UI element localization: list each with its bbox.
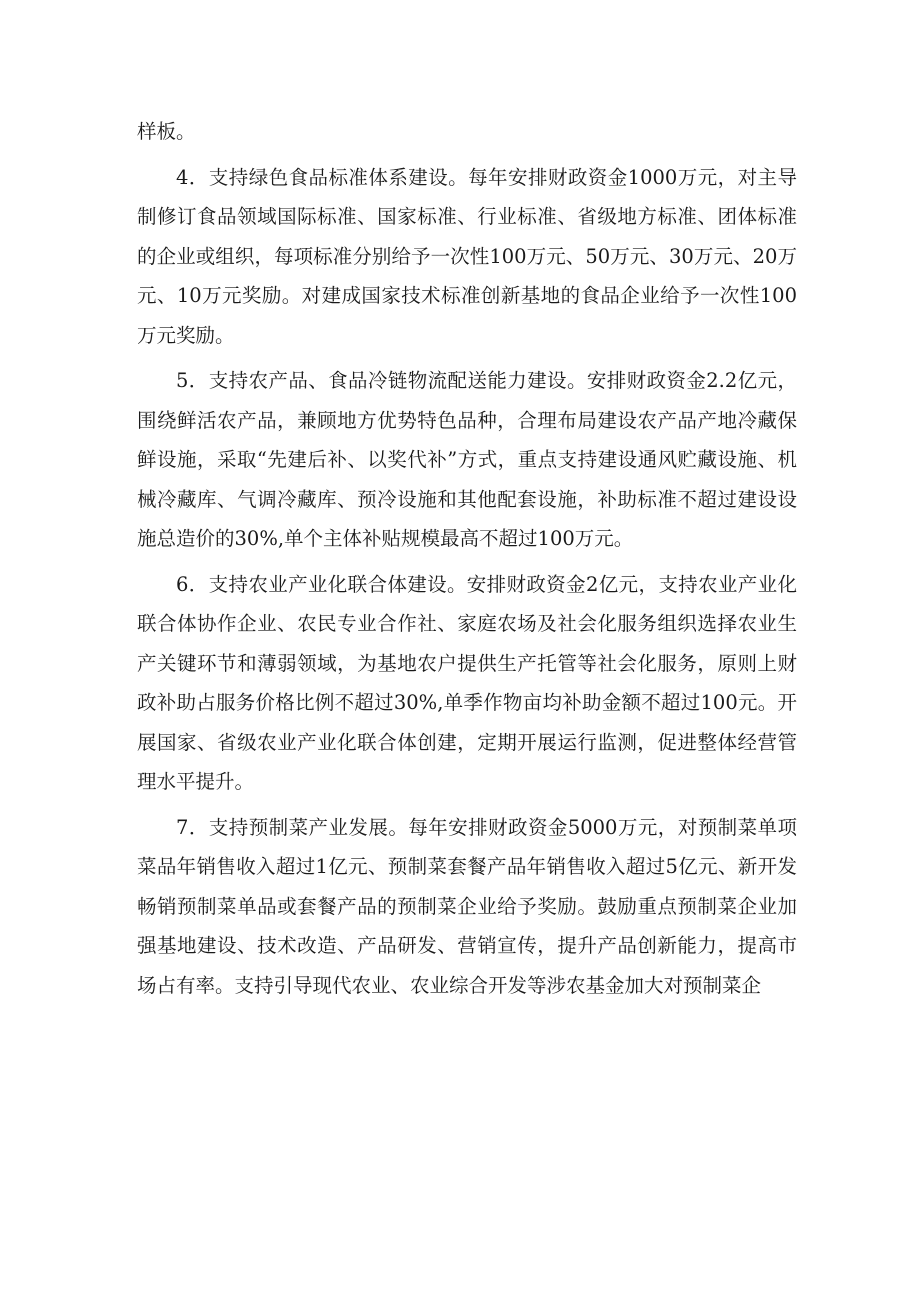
paragraph-item-7: 7．支持预制菜产业发展。每年安排财政资金5000万元，对预制菜单项菜品年销售收入超过1亿元、预制菜套餐产品年销售收入超过5亿元、新开发畅销预制菜单品或套餐产品的预制菜企业给予奖励。鼓励重点预制菜企业加强基地建设、技术改造、产品研发、营销宣传，提升产品创新能力，提高市场占有率。支持引导现代农业、农业综合开发等涉农基金加大对预制菜企 xyxy=(137,815,797,997)
paragraph-item-5: 5．支持农产品、食品冷链物流配送能力建设。安排财政资金2.2亿元，围绕鲜活农产品，兼顾地方优势特色品种，合理布局建设农产品产地冷藏保鲜设施，采取“先建后补、以奖代补”方式，重点支持建设通风贮藏设施、机械冷藏库、气调冷藏库、预冷设施和其他配套设施，补助标准不超过建设设施总造价的30%,单个主体补贴规模最高不超过100万元。 xyxy=(137,369,797,550)
paragraph-item-4: 4．支持绿色食品标准体系建设。每年安排财政资金1000万元，对主导制修订食品领域国际标准、国家标准、行业标准、省级地方标准、团体标准的企业或组织，每项标准分别给予一次性100万元、50万元、30万元、20万元、10万元奖励。对建成国家技术标准创新基地的食品企业给予一次性100万元奖励。 xyxy=(137,165,797,347)
paragraph-item-6: 6．支持农业产业化联合体建设。安排财政资金2亿元，支持农业产业化联合体协作企业、农民专业合作社、家庭农场及社会化服务组织选择农业生产关键环节和薄弱领域，为基地农户提供生产托管等社会化服务，原则上财政补助占服务价格比例不超过30%,单季作物亩均补助金额不超过100元。开展国家、省级农业产业化联合体创建，定期开展运行监测，促进整体经营管理水平提升。 xyxy=(137,572,797,793)
document-body xyxy=(137,112,797,1011)
paragraph-continuation: 样板。 xyxy=(137,120,196,143)
